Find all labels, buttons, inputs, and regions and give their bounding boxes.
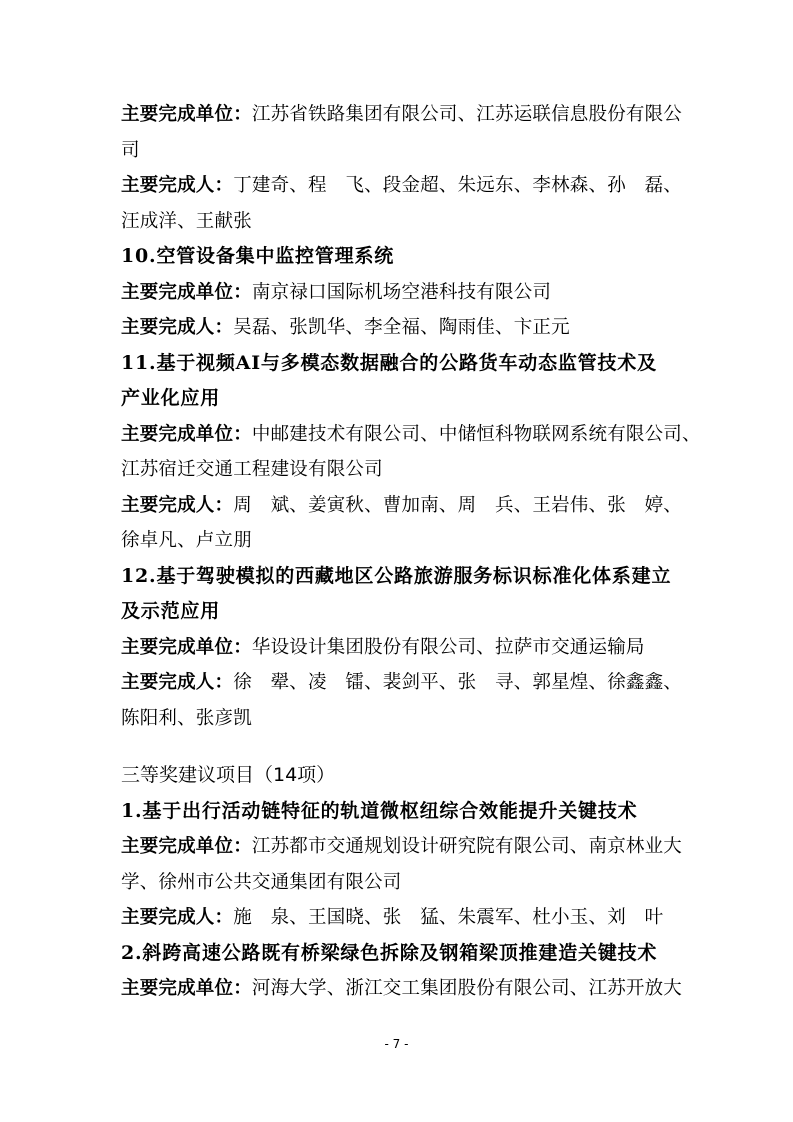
people-text: 丁建奇、程 飞、段金超、朱远东、李林森、孙 磊、 bbox=[233, 175, 683, 196]
completion-people-line bbox=[121, 900, 677, 936]
units-text: 江苏省铁路集团有限公司、江苏运联信息股份有限公 bbox=[251, 104, 683, 125]
project-title: 及示范应用 bbox=[121, 600, 221, 622]
units-label: 主要完成单位： bbox=[121, 423, 252, 445]
project-title: 产业化应用 bbox=[121, 387, 221, 409]
page-number: - 7 - bbox=[384, 1037, 409, 1051]
continuation-line: 司 bbox=[121, 139, 140, 161]
people-text: 徐 翚、凌 镭、裴剑平、张 寻、郭星煌、徐鑫鑫、 bbox=[233, 672, 683, 693]
continuation-line: 陈阳利、张彦凯 bbox=[121, 707, 252, 729]
project-title: 10.空管设备集中监控管理系统 bbox=[121, 245, 395, 267]
project-title: 2.斜跨高速公路既有桥梁绿色拆除及钢箱梁顶推建造关键技术 bbox=[121, 941, 658, 964]
completion-people-line bbox=[121, 310, 677, 346]
completion-units-line bbox=[121, 97, 683, 133]
completion-people-line bbox=[121, 665, 683, 701]
units-label: 主要完成单位： bbox=[121, 978, 252, 999]
units-label: 主要完成单位： bbox=[121, 836, 252, 857]
units-label: 主要完成单位： bbox=[121, 636, 252, 658]
continuation-line: 徐卓凡、卢立朋 bbox=[121, 530, 252, 551]
people-label: 主要完成人： bbox=[121, 907, 234, 928]
project-title: 11.基于视频AI与多模态数据融合的公路货车动态监管技术及 bbox=[121, 351, 657, 374]
units-text: 华设设计集团股份有限公司、拉萨市交通运输局 bbox=[251, 636, 645, 658]
units-text: 南京禄口国际机场空港科技有限公司 bbox=[251, 281, 552, 303]
continuation-line: 汪成洋、王献张 bbox=[121, 210, 252, 232]
completion-people-line bbox=[121, 168, 683, 204]
completion-people-line bbox=[121, 488, 683, 524]
project-title: 1.基于出行活动链特征的轨道微枢纽综合效能提升关键技术 bbox=[121, 799, 638, 822]
completion-units-line bbox=[121, 829, 683, 865]
units-text: 河海大学、浙江交工集团股份有限公司、江苏开放大 bbox=[251, 978, 683, 999]
people-label: 主要完成人： bbox=[121, 317, 234, 338]
units-text: 中邮建技术有限公司、中储恒科物联网系统有限公司、 bbox=[251, 423, 701, 445]
completion-units-line bbox=[121, 630, 677, 666]
units-label: 主要完成单位： bbox=[121, 104, 252, 125]
completion-units-line bbox=[121, 971, 683, 1007]
section-heading: 三等奖建议项目（14项） bbox=[121, 764, 336, 786]
continuation-line: 学、徐州市公共交通集团有限公司 bbox=[121, 871, 402, 893]
units-label: 主要完成单位： bbox=[121, 281, 252, 303]
completion-units-line bbox=[121, 275, 677, 311]
people-text: 吴磊、张凯华、李全福、陶雨佳、卞正元 bbox=[233, 317, 570, 338]
people-label: 主要完成人： bbox=[121, 494, 234, 516]
units-text: 江苏都市交通规划设计研究院有限公司、南京林业大 bbox=[251, 836, 683, 857]
people-label: 主要完成人： bbox=[121, 672, 234, 693]
continuation-line: 江苏宿迁交通工程建设有限公司 bbox=[121, 459, 383, 480]
project-title: 12.基于驾驶模拟的西藏地区公路旅游服务标识标准化体系建立 bbox=[121, 564, 672, 587]
document-body bbox=[121, 97, 701, 1007]
completion-units-line bbox=[121, 417, 701, 453]
people-label: 主要完成人： bbox=[121, 175, 234, 196]
people-text: 周 斌、姜寅秋、曹加南、周 兵、王岩伟、张 婷、 bbox=[233, 494, 683, 516]
people-text: 施 泉、王国晓、张 猛、朱震军、杜小玉、刘 叶 bbox=[233, 907, 664, 928]
